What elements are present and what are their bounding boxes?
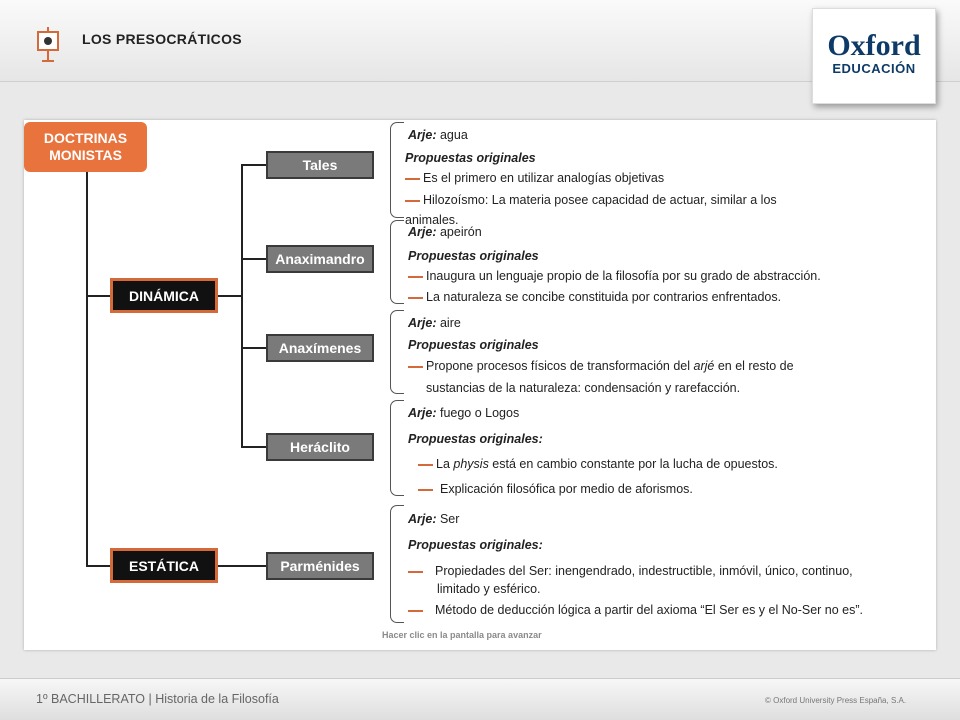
heraclito-item-1 bbox=[418, 457, 778, 471]
dinamica-box: DINÁMICA bbox=[110, 278, 218, 313]
anaximenes-box: Anaxímenes bbox=[266, 334, 374, 362]
estatica-box: ESTÁTICA bbox=[110, 548, 218, 583]
heraclito-item-1-italic: physis bbox=[453, 457, 489, 471]
connector-dinamica-out bbox=[218, 295, 242, 297]
tales-item-2-text: Hilozoísmo: La materia posee capacidad de actuar, similar a los bbox=[423, 193, 777, 207]
heraclito-arje-label: Arje: bbox=[408, 406, 437, 420]
tales-item-2-cont: animales. bbox=[405, 213, 459, 227]
brace-anaximenes bbox=[390, 310, 404, 394]
connector-dinamica bbox=[86, 295, 110, 297]
tales-box: Tales bbox=[266, 151, 374, 179]
parmenides-arje bbox=[408, 512, 459, 526]
anaximandro-arje bbox=[408, 225, 482, 239]
anaximenes-item-1-cont: sustancias de la naturaleza: condensación y rarefacción. bbox=[426, 381, 741, 395]
doctrinas-monistas-box: DOCTRINAS MONISTAS bbox=[24, 122, 147, 172]
anaximandro-item-1-text: Inaugura un lenguaje propio de la filosofía por su grado de abstracción. bbox=[426, 269, 821, 283]
dash-icon bbox=[408, 366, 423, 368]
connector-root-vertical bbox=[86, 172, 88, 566]
parmenides-item-1-cont: limitado y esférico. bbox=[437, 582, 541, 596]
connector-parmenides bbox=[218, 565, 266, 567]
tales-item-1 bbox=[405, 171, 664, 185]
tales-arje bbox=[408, 128, 468, 142]
connector-tales bbox=[241, 164, 266, 166]
anaximenes-arje-value: aire bbox=[439, 316, 461, 330]
anaximandro-arje-label: Arje: bbox=[408, 225, 437, 239]
heraclito-box: Heráclito bbox=[266, 433, 374, 461]
logo-line2: EDUCACIÓN bbox=[832, 61, 916, 76]
heraclito-item-1-a: La bbox=[436, 457, 454, 471]
dash-icon bbox=[408, 571, 423, 573]
tales-prop-heading: Propuestas originales bbox=[405, 151, 536, 165]
heraclito-item-1-b: está en cambio constante por la lucha de opuestos. bbox=[488, 457, 778, 471]
heraclito-item-2-text: Explicación filosófica por medio de aforismos. bbox=[440, 482, 693, 496]
dash-icon bbox=[405, 178, 420, 180]
anaximandro-box: Anaximandro bbox=[266, 245, 374, 273]
parmenides-box: Parménides bbox=[266, 552, 374, 580]
tales-item-2 bbox=[405, 193, 777, 207]
anaximenes-arje-label: Arje: bbox=[408, 316, 437, 330]
anaximandro-item-1 bbox=[408, 269, 821, 283]
heraclito-prop-heading: Propuestas originales: bbox=[408, 432, 543, 446]
page-title: LOS PRESOCRÁTICOS bbox=[82, 31, 242, 47]
parmenides-item-2 bbox=[408, 603, 863, 617]
presentation-board-icon bbox=[34, 26, 62, 62]
advance-hint[interactable]: Hacer clic en la pantalla para avanzar bbox=[382, 630, 542, 640]
anaximenes-item-1-italic: arjé bbox=[693, 359, 715, 373]
parmenides-arje-value: Ser bbox=[439, 512, 460, 526]
heraclito-arje bbox=[408, 406, 519, 420]
parmenides-prop-heading: Propuestas originales: bbox=[408, 538, 543, 552]
connector-heraclito bbox=[241, 446, 266, 448]
connector-estatica bbox=[86, 565, 110, 567]
anaximenes-item-1-b: en el resto de bbox=[714, 359, 794, 373]
footer-bar bbox=[0, 678, 960, 720]
dash-icon bbox=[418, 489, 433, 491]
parmenides-item-1 bbox=[408, 564, 853, 578]
anaximenes-item-1-a: Propone procesos físicos de transformación del bbox=[426, 359, 694, 373]
footer-copyright: © Oxford University Press España, S.A. bbox=[765, 696, 907, 705]
anaximandro-item-2 bbox=[408, 290, 781, 304]
brace-parmenides bbox=[390, 505, 404, 623]
connector-leaves-vertical bbox=[241, 164, 243, 447]
parmenides-arje-label: Arje: bbox=[408, 512, 437, 526]
connector-anaximandro bbox=[241, 258, 266, 260]
logo-line1: Oxford bbox=[827, 29, 921, 62]
dash-icon bbox=[405, 200, 420, 202]
brace-tales bbox=[390, 122, 404, 218]
brace-anaximandro bbox=[390, 220, 404, 304]
tales-arje-value: agua bbox=[439, 128, 468, 142]
tales-arje-label: Arje: bbox=[408, 128, 437, 142]
anaximenes-item-1 bbox=[408, 359, 794, 373]
anaximandro-prop-heading: Propuestas originales bbox=[408, 249, 539, 263]
dash-icon bbox=[408, 276, 423, 278]
dash-icon bbox=[408, 610, 423, 612]
connector-anaximenes bbox=[241, 347, 266, 349]
parmenides-item-2-text: Método de deducción lógica a partir del axioma “El Ser es y el No-Ser no es”. bbox=[435, 603, 863, 617]
anaximandro-item-2-text: La naturaleza se concibe constituida por contrarios enfrentados. bbox=[426, 290, 782, 304]
anaximandro-arje-value: apeirón bbox=[439, 225, 482, 239]
dash-icon bbox=[418, 464, 433, 466]
parmenides-item-1-text: Propiedades del Ser: inengendrado, indestructible, inmóvil, único, continuo, bbox=[435, 564, 853, 578]
dash-icon bbox=[408, 297, 423, 299]
tales-item-1-text: Es el primero en utilizar analogías objetivas bbox=[423, 171, 665, 185]
oxford-logo bbox=[812, 8, 936, 104]
heraclito-arje-value: fuego o Logos bbox=[439, 406, 520, 420]
footer-course: 1º BACHILLERATO | Historia de la Filosofía bbox=[36, 692, 279, 706]
anaximenes-prop-heading: Propuestas originales bbox=[408, 338, 539, 352]
anaximenes-arje bbox=[408, 316, 461, 330]
heraclito-item-2 bbox=[418, 482, 693, 496]
brace-heraclito bbox=[390, 400, 404, 496]
